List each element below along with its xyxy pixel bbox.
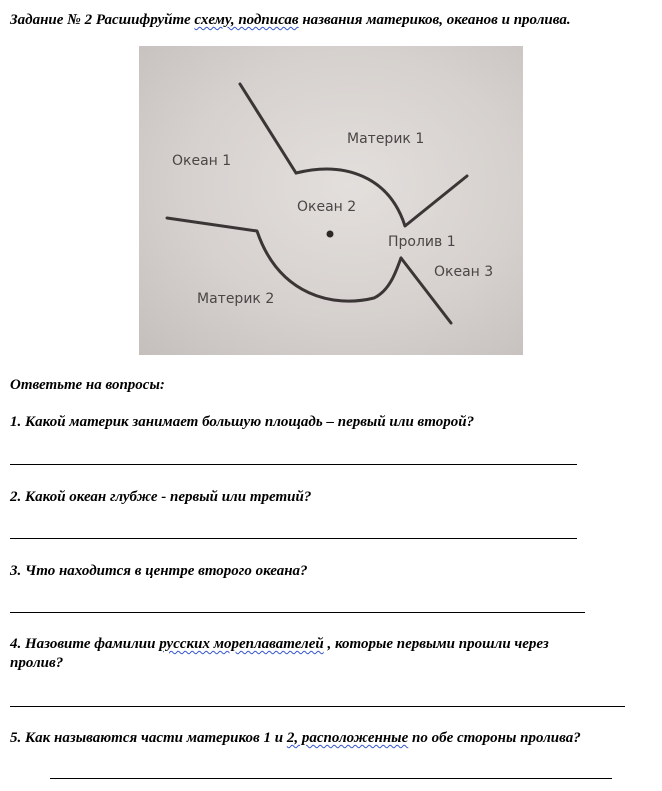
question-5-suffix: по обе стороны пролива? [408,730,581,746]
ocean3-label: Океан 3 [434,264,494,280]
strait1-label: Пролив 1 [388,234,456,250]
continent1-label: Материк 1 [347,131,425,147]
map-scheme-photo [139,46,523,355]
question-1: 1. Какой материк занимает большую площадь – первый или второй? [10,414,475,430]
question-5 [10,729,581,747]
ocean2-center-point [327,231,334,238]
question-4-suffix: , которые первыми прошли через [323,636,549,652]
answer-line-3[interactable] [10,612,585,613]
answer-line-2[interactable] [10,538,577,539]
continent2-label: Материк 2 [197,291,275,307]
task-title-prefix: Задание № 2 Расшифруйте [10,12,195,28]
question-4-prefix: 4. Назовите фамилии [10,636,160,652]
continent1-coast-line [240,84,296,173]
question-4-line2: пролив? [10,655,64,671]
answer-line-4[interactable] [10,706,625,707]
answer-line-5[interactable] [50,778,612,779]
ocean2-lower-shore [167,218,401,301]
task-title-suffix: названия материков, океанов и пролива. [298,12,571,28]
ocean2-label: Океан 2 [297,199,357,215]
questions-heading: Ответьте на вопросы: [10,377,165,393]
answer-line-1[interactable] [10,464,577,465]
ocean2-upper-shore [296,169,467,226]
question-4-underlined: русских мореплавателей [159,636,324,652]
question-5-prefix: 5. Как называются части материков 1 и [10,730,287,746]
map-scheme-diagram [139,46,523,355]
question-4 [10,635,610,673]
task-title-underlined: схему, подписав [194,12,299,28]
question-5-underlined: 2, расположенные [286,730,409,746]
question-3: 3. Что находится в центре второго океана? [10,563,308,579]
task-title [10,11,571,29]
question-2: 2. Какой океан глубже - первый или третий? [10,489,312,505]
ocean1-label: Океан 1 [172,153,232,169]
